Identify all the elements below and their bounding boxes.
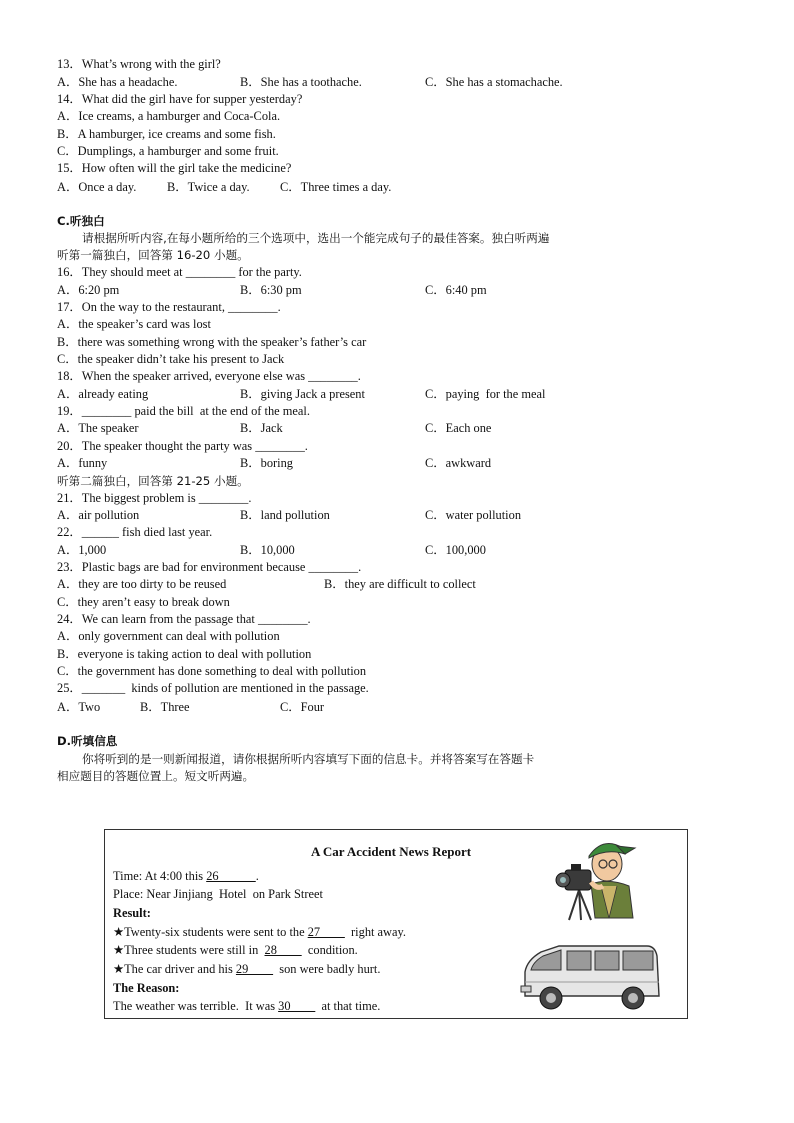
q23-option-b: B．they are difficult to collect xyxy=(324,577,476,591)
q18-option-c: C．paying for the meal xyxy=(425,387,546,401)
section-d-instruction-line2: 相应题目的答题位置上。短文听两遍。 xyxy=(57,769,255,783)
q13-stem: 13．What’s wrong with the girl? xyxy=(57,57,221,71)
q16-option-c: C．6:40 pm xyxy=(425,283,487,297)
q25-stem: 25．_______ kinds of pollution are mentioned in the passage. xyxy=(57,681,369,695)
q15-stem: 15．How often will the girl take the medicine? xyxy=(57,161,292,175)
section-d-title: D.听填信息 xyxy=(57,734,118,748)
q21-option-a: A．air pollution xyxy=(57,508,140,522)
section-c-title: C.听独白 xyxy=(57,214,105,228)
section-c-passage1-instruction: 听第一篇独白，回答第 16-20 小题。 xyxy=(57,248,249,262)
q20-stem: 20．The speaker thought the party was ________. xyxy=(57,439,308,453)
q18-option-b: B．giving Jack a present xyxy=(240,387,365,401)
blank-27: 27 xyxy=(307,925,345,939)
q22-stem: 22．______ fish died last year. xyxy=(57,525,213,539)
q22-option-c: C．100,000 xyxy=(425,543,486,557)
card-place-line: Place: Near Jinjiang Hotel on Park Street xyxy=(113,887,323,901)
van-icon xyxy=(519,942,665,1016)
q14-option-b: B．A hamburger, ice creams and some fish. xyxy=(57,127,276,141)
card-reason-line: The weather was terrible. It was 30 at that time. xyxy=(113,999,381,1013)
card-title: A Car Accident News Report xyxy=(311,844,472,859)
section-d-instruction-line1: 你将听到的是一则新闻报道，请你根据所听内容填写下面的信息卡。并将答案写在答题卡 xyxy=(82,752,535,766)
q14-stem: 14．What did the girl have for supper yesterday? xyxy=(57,92,303,106)
blank-28: 28 xyxy=(264,943,302,957)
q23-stem: 23．Plastic bags are bad for environment because ________. xyxy=(57,560,362,574)
card-time-suffix: . xyxy=(255,869,259,883)
blank-30: 30 xyxy=(278,999,316,1013)
q17-option-c: C．the speaker didn’t take his present to Jack xyxy=(57,352,285,366)
q20-option-a: A．funny xyxy=(57,456,108,470)
cameraman-icon xyxy=(551,834,641,922)
card-result-2: ★Three students were still in 28 condition. xyxy=(113,943,358,957)
card-reason-label: The Reason: xyxy=(113,981,180,995)
q14-option-a: A．Ice creams, a hamburger and Coca-Cola. xyxy=(57,109,281,123)
q22-option-b: B．10,000 xyxy=(240,543,295,557)
q20-option-c: C．awkward xyxy=(425,456,492,470)
q23-option-a: A．they are too dirty to be reused xyxy=(57,577,227,591)
q23-option-c: C．they aren’t easy to break down xyxy=(57,595,230,609)
card-result-3: ★The car driver and his 29 son were badly hurt. xyxy=(113,962,381,976)
q21-option-c: C．water pollution xyxy=(425,508,522,522)
q25-option-a: A．Two xyxy=(57,700,101,714)
q19-option-a: A．The speaker xyxy=(57,421,139,435)
q24-stem: 24．We can learn from the passage that ________. xyxy=(57,612,311,626)
q19-option-c: C．Each one xyxy=(425,421,492,435)
q17-option-a: A．the speaker’s card was lost xyxy=(57,317,211,331)
q16-stem: 16．They should meet at ________ for the party. xyxy=(57,265,302,279)
q22-option-a: A．1,000 xyxy=(57,543,107,557)
q13-option-a: A．She has a headache. xyxy=(57,75,178,89)
q21-stem: 21．The biggest problem is ________. xyxy=(57,491,252,505)
q15-option-c: C．Three times a day. xyxy=(280,180,392,194)
q16-option-b: B．6:30 pm xyxy=(240,283,302,297)
card-time-line xyxy=(113,868,259,885)
q18-stem: 18．When the speaker arrived, everyone else was ________. xyxy=(57,369,361,383)
q18-option-a: A．already eating xyxy=(57,387,149,401)
section-c-instruction: 请根据所听内容,在每小题所给的三个选项中，选出一个能完成句子的最佳答案。独白听两遍 xyxy=(82,231,550,245)
q20-option-b: B．boring xyxy=(240,456,294,470)
q14-option-c: C．Dumplings, a hamburger and some fruit. xyxy=(57,144,279,158)
blank-29: 29 xyxy=(235,962,274,976)
q15-option-a: A．Once a day. xyxy=(57,180,137,194)
q19-stem: 19．________ paid the bill at the end of the meal. xyxy=(57,404,310,418)
q13-option-b: B．She has a toothache. xyxy=(240,75,362,89)
q17-stem: 17．On the way to the restaurant, ________. xyxy=(57,300,281,314)
blank-26: 26 xyxy=(206,869,256,883)
card-result-1: ★Twenty-six students were sent to the 27 right away. xyxy=(113,925,406,939)
q24-option-a: A．only government can deal with pollution xyxy=(57,629,280,643)
q21-option-b: B．land pollution xyxy=(240,508,330,522)
q24-option-b: B．everyone is taking action to deal with pollution xyxy=(57,647,312,661)
q15-option-b: B．Twice a day. xyxy=(167,180,250,194)
q16-option-a: A．6:20 pm xyxy=(57,283,120,297)
q13-option-c: C．She has a stomachache. xyxy=(425,75,563,89)
section-c-passage2-instruction: 听第二篇独白，回答第 21-25 小题。 xyxy=(57,474,249,488)
q17-option-b: B．there was something wrong with the speaker’s father’s car xyxy=(57,335,367,349)
q19-option-b: B．Jack xyxy=(240,421,283,435)
news-report-card xyxy=(104,829,688,1019)
card-time-label: Time: At 4:00 this xyxy=(113,869,207,883)
q25-option-b: B．Three xyxy=(140,700,190,714)
q24-option-c: C．the government has done something to deal with pollution xyxy=(57,664,367,678)
card-result-label: Result: xyxy=(113,906,151,920)
q25-option-c: C．Four xyxy=(280,700,325,714)
